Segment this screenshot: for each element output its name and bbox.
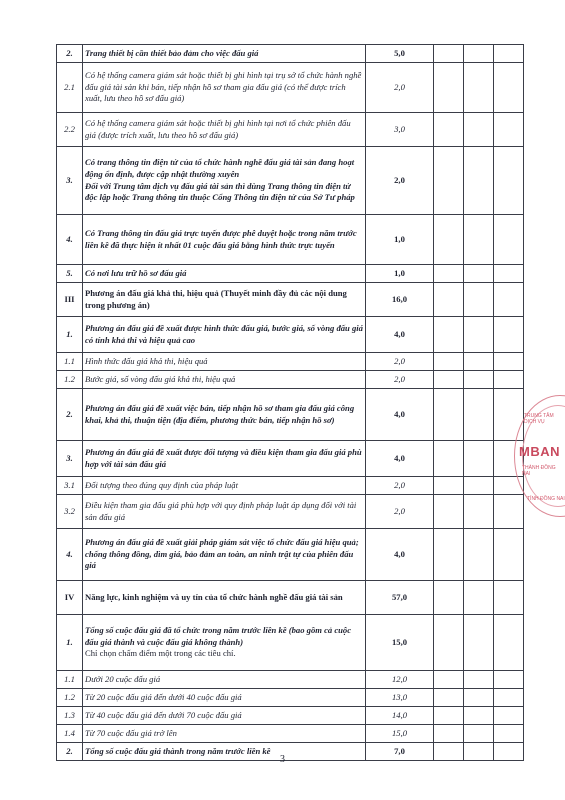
empty-score-cell xyxy=(434,113,464,147)
row-number: 3. xyxy=(57,441,83,477)
table-row xyxy=(57,317,524,353)
criterion-text: Bước giá, số vòng đấu giá khả thi, hiệu quả xyxy=(85,373,236,384)
max-score-cell: 2,0 xyxy=(366,495,434,529)
table-row xyxy=(57,45,524,63)
empty-score-cell xyxy=(434,615,464,671)
max-score-cell: 15,0 xyxy=(366,725,434,743)
criterion-text: Có hệ thống camera giám sát hoặc thiết bị ghi hình tại trụ sở tổ chức hành nghề đấu giá tài sản khi bán, tiếp nhận hồ sơ tham gia đấu giá (có thể được trích xuất, lưu theo hồ sơ đấu giá) xyxy=(85,70,362,104)
criterion-text: Phương án đấu giá đề xuất được đối tượng và điều kiện tham gia đấu giá phù hợp với tài sản đấu giá xyxy=(85,446,362,469)
criterion-cell xyxy=(83,581,366,615)
table-row xyxy=(57,689,524,707)
criterion-text: Tổng số cuộc đấu giá thành trong năm trước liền kề xyxy=(85,745,271,756)
empty-score-cell xyxy=(434,477,464,495)
empty-score-cell xyxy=(464,529,494,581)
empty-score-cell xyxy=(494,113,524,147)
empty-score-cell xyxy=(434,441,464,477)
empty-score-cell xyxy=(464,113,494,147)
empty-score-cell xyxy=(434,45,464,63)
max-score-cell: 4,0 xyxy=(366,389,434,441)
max-score-cell: 7,0 xyxy=(366,743,434,761)
empty-score-cell xyxy=(464,371,494,389)
row-number: 2. xyxy=(57,743,83,761)
row-number: 2. xyxy=(57,389,83,441)
stamp-text-sub: THÀNH ĐỒNG NAI xyxy=(522,465,556,477)
empty-score-cell xyxy=(434,671,464,689)
criterion-text: Trang thiết bị cần thiết bảo đảm cho việc đấu giá xyxy=(85,47,259,58)
empty-score-cell xyxy=(494,63,524,113)
row-number: 2.2 xyxy=(57,113,83,147)
empty-score-cell xyxy=(464,147,494,215)
criterion-text: Có hệ thống camera giám sát hoặc thiết bị ghi hình tại nơi tổ chức phiên đấu giá (được trích xuất, lưu theo hồ sơ đấu giá) xyxy=(85,117,351,140)
table-row xyxy=(57,725,524,743)
max-score-cell: 4,0 xyxy=(366,317,434,353)
criterion-cell xyxy=(83,283,366,317)
empty-score-cell xyxy=(434,689,464,707)
empty-score-cell xyxy=(464,45,494,63)
criterion-text: Phương án đấu giá đề xuất được hình thức đấu giá, bước giá, số vòng đấu giá có tính khả thi và hiệu quả cao xyxy=(85,322,363,345)
criterion-text: Tổng số cuộc đấu giá đã tổ chức trong năm trước liền kề (bao gồm cả cuộc đấu giá thành và cuộc đấu giá không thành) xyxy=(85,625,352,647)
row-number: 4. xyxy=(57,529,83,581)
criterion-cell xyxy=(83,63,366,113)
max-score-cell: 16,0 xyxy=(366,283,434,317)
empty-score-cell xyxy=(434,147,464,215)
empty-score-cell xyxy=(464,283,494,317)
stamp-text-bottom: TỈNH ĐỒNG NAI xyxy=(527,496,565,502)
row-number: 1.3 xyxy=(57,707,83,725)
empty-score-cell xyxy=(494,581,524,615)
table-row xyxy=(57,495,524,529)
criterion-cell xyxy=(83,615,366,671)
criterion-text: Năng lực, kinh nghiệm và uy tín của tổ chức hành nghề đấu giá tài sản xyxy=(85,591,343,602)
table-row xyxy=(57,147,524,215)
criterion-cell xyxy=(83,441,366,477)
empty-score-cell xyxy=(434,725,464,743)
criterion-text: Từ 20 cuộc đấu giá đến dưới 40 cuộc đấu giá xyxy=(85,691,242,702)
criterion-text: Phương án đấu giá khả thi, hiệu quả (Thuyết minh đầy đủ các nội dung trong phương án) xyxy=(85,287,347,310)
empty-score-cell xyxy=(464,353,494,371)
empty-score-cell xyxy=(494,615,524,671)
table-row xyxy=(57,371,524,389)
empty-score-cell xyxy=(434,529,464,581)
max-score-cell: 4,0 xyxy=(366,529,434,581)
max-score-cell: 13,0 xyxy=(366,689,434,707)
row-number: IV xyxy=(57,581,83,615)
table-row xyxy=(57,389,524,441)
criterion-text: Từ 40 cuộc đấu giá đến dưới 70 cuộc đấu giá xyxy=(85,709,242,720)
max-score-cell: 12,0 xyxy=(366,671,434,689)
table-row xyxy=(57,529,524,581)
empty-score-cell xyxy=(434,389,464,441)
empty-score-cell xyxy=(434,495,464,529)
max-score-cell: 14,0 xyxy=(366,707,434,725)
criterion-cell xyxy=(83,113,366,147)
row-number: 1.1 xyxy=(57,671,83,689)
criterion-cell xyxy=(83,147,366,215)
row-number: 4. xyxy=(57,215,83,265)
empty-score-cell xyxy=(464,63,494,113)
empty-score-cell xyxy=(494,283,524,317)
empty-score-cell xyxy=(494,725,524,743)
row-number: 5. xyxy=(57,265,83,283)
stamp-text-middle: MBAN xyxy=(519,444,560,459)
empty-score-cell xyxy=(464,441,494,477)
empty-score-cell xyxy=(434,353,464,371)
empty-score-cell xyxy=(494,215,524,265)
empty-score-cell xyxy=(464,707,494,725)
max-score-cell: 1,0 xyxy=(366,215,434,265)
empty-score-cell xyxy=(494,147,524,215)
criterion-cell xyxy=(83,317,366,353)
max-score-cell: 2,0 xyxy=(366,371,434,389)
max-score-cell: 3,0 xyxy=(366,113,434,147)
max-score-cell: 57,0 xyxy=(366,581,434,615)
empty-score-cell xyxy=(464,317,494,353)
max-score-cell: 2,0 xyxy=(366,63,434,113)
empty-score-cell xyxy=(494,353,524,371)
empty-score-cell xyxy=(434,265,464,283)
stamp-text-top: TRUNG TÂM DỊCH VỤ xyxy=(524,413,554,425)
row-number: 3.1 xyxy=(57,477,83,495)
table-row xyxy=(57,615,524,671)
empty-score-cell xyxy=(434,283,464,317)
criterion-cell xyxy=(83,371,366,389)
empty-score-cell xyxy=(494,529,524,581)
criterion-text: Có trang thông tin điện tử của tổ chức hành nghề đấu giá tài sản đang hoạt động ổn định, được cập nhật thường xuyên xyxy=(85,157,355,179)
table-row xyxy=(57,113,524,147)
criterion-text: Hình thức đấu giá khả thi, hiệu quả xyxy=(85,355,208,366)
row-number: 1.4 xyxy=(57,725,83,743)
empty-score-cell xyxy=(464,689,494,707)
empty-score-cell xyxy=(464,671,494,689)
table-row xyxy=(57,353,524,371)
table-row xyxy=(57,441,524,477)
criterion-text: Có Trang thông tin đấu giá trực tuyến được phê duyệt hoặc trong năm trước liền kề đã thực hiện ít nhất 01 cuộc đấu giá bằng hình thức trực tuyến xyxy=(85,227,357,250)
criterion-cell xyxy=(83,725,366,743)
criterion-text: Phương án đấu giá đề xuất việc bán, tiếp nhận hồ sơ tham gia đấu giá công khai, khả thi, thuận tiện (địa điểm, phương thức bán, tiếp nhận hồ sơ) xyxy=(85,402,355,425)
empty-score-cell xyxy=(434,317,464,353)
empty-score-cell xyxy=(494,707,524,725)
row-number: 3.2 xyxy=(57,495,83,529)
empty-score-cell xyxy=(494,671,524,689)
max-score-cell: 1,0 xyxy=(366,265,434,283)
criterion-cell xyxy=(83,215,366,265)
table-row xyxy=(57,707,524,725)
criterion-text: Dưới 20 cuộc đấu giá xyxy=(85,673,161,684)
criterion-cell xyxy=(83,689,366,707)
criterion-cell xyxy=(83,495,366,529)
row-number: 1. xyxy=(57,317,83,353)
table-row xyxy=(57,477,524,495)
empty-score-cell xyxy=(434,581,464,615)
max-score-cell: 2,0 xyxy=(366,353,434,371)
table-row xyxy=(57,671,524,689)
criterion-cell xyxy=(83,477,366,495)
criterion-text: Có nơi lưu trữ hồ sơ đấu giá xyxy=(85,267,187,278)
criterion-text: Đối tượng theo đúng quy định của pháp luật xyxy=(85,479,238,490)
max-score-cell: 2,0 xyxy=(366,147,434,215)
criterion-text: Đối với Trung tâm dịch vụ đấu giá tài sản thì dùng Trang thông tin điện tử độc lập hoặc Trang thông tin thuộc Cổng Thông tin điện tử của Sở Tư pháp xyxy=(85,180,355,203)
table-row xyxy=(57,581,524,615)
empty-score-cell xyxy=(464,265,494,283)
max-score-cell: 4,0 xyxy=(366,441,434,477)
empty-score-cell xyxy=(464,615,494,671)
criterion-text: Điều kiện tham gia đấu giá phù hợp với quy định pháp luật áp dụng đối với tài sản đấu giá xyxy=(85,499,357,522)
empty-score-cell xyxy=(494,45,524,63)
empty-score-cell xyxy=(434,215,464,265)
row-number: III xyxy=(57,283,83,317)
criterion-cell xyxy=(83,529,366,581)
row-number: 1.2 xyxy=(57,689,83,707)
row-number: 1.2 xyxy=(57,371,83,389)
max-score-cell: 5,0 xyxy=(366,45,434,63)
empty-score-cell xyxy=(464,389,494,441)
criterion-cell xyxy=(83,265,366,283)
empty-score-cell xyxy=(464,477,494,495)
criterion-text: Phương án đấu giá đề xuất giải pháp giám sát việc tổ chức đấu giá hiệu quả; chống thông đồng, dìm giá, bảo đảm an toàn, an ninh trật tự của phiên đấu giá xyxy=(85,537,359,571)
criterion-text: Từ 70 cuộc đấu giá trở lên xyxy=(85,727,177,738)
table-row xyxy=(57,215,524,265)
table-row xyxy=(57,265,524,283)
empty-score-cell xyxy=(434,707,464,725)
empty-score-cell xyxy=(494,317,524,353)
table-row xyxy=(57,63,524,113)
empty-score-cell xyxy=(494,371,524,389)
max-score-cell: 15,0 xyxy=(366,615,434,671)
criteria-table-body xyxy=(57,45,524,761)
criterion-cell xyxy=(83,389,366,441)
empty-score-cell xyxy=(434,63,464,113)
row-number: 1.1 xyxy=(57,353,83,371)
empty-score-cell xyxy=(494,689,524,707)
empty-score-cell xyxy=(494,265,524,283)
criterion-cell xyxy=(83,707,366,725)
row-number: 3. xyxy=(57,147,83,215)
empty-score-cell xyxy=(464,215,494,265)
criteria-table xyxy=(56,44,524,761)
criterion-cell xyxy=(83,45,366,63)
row-number: 1. xyxy=(57,615,83,671)
row-number: 2. xyxy=(57,45,83,63)
page-number: 3 xyxy=(280,754,285,765)
criterion-cell xyxy=(83,671,366,689)
empty-score-cell xyxy=(464,725,494,743)
max-score-cell: 2,0 xyxy=(366,477,434,495)
row-number: 2.1 xyxy=(57,63,83,113)
empty-score-cell xyxy=(464,581,494,615)
empty-score-cell xyxy=(434,371,464,389)
empty-score-cell xyxy=(464,495,494,529)
empty-score-cell xyxy=(494,495,524,529)
criterion-note: Chỉ chọn chấm điểm một trong các tiêu chí. xyxy=(85,648,236,659)
table-row xyxy=(57,283,524,317)
criterion-cell xyxy=(83,353,366,371)
